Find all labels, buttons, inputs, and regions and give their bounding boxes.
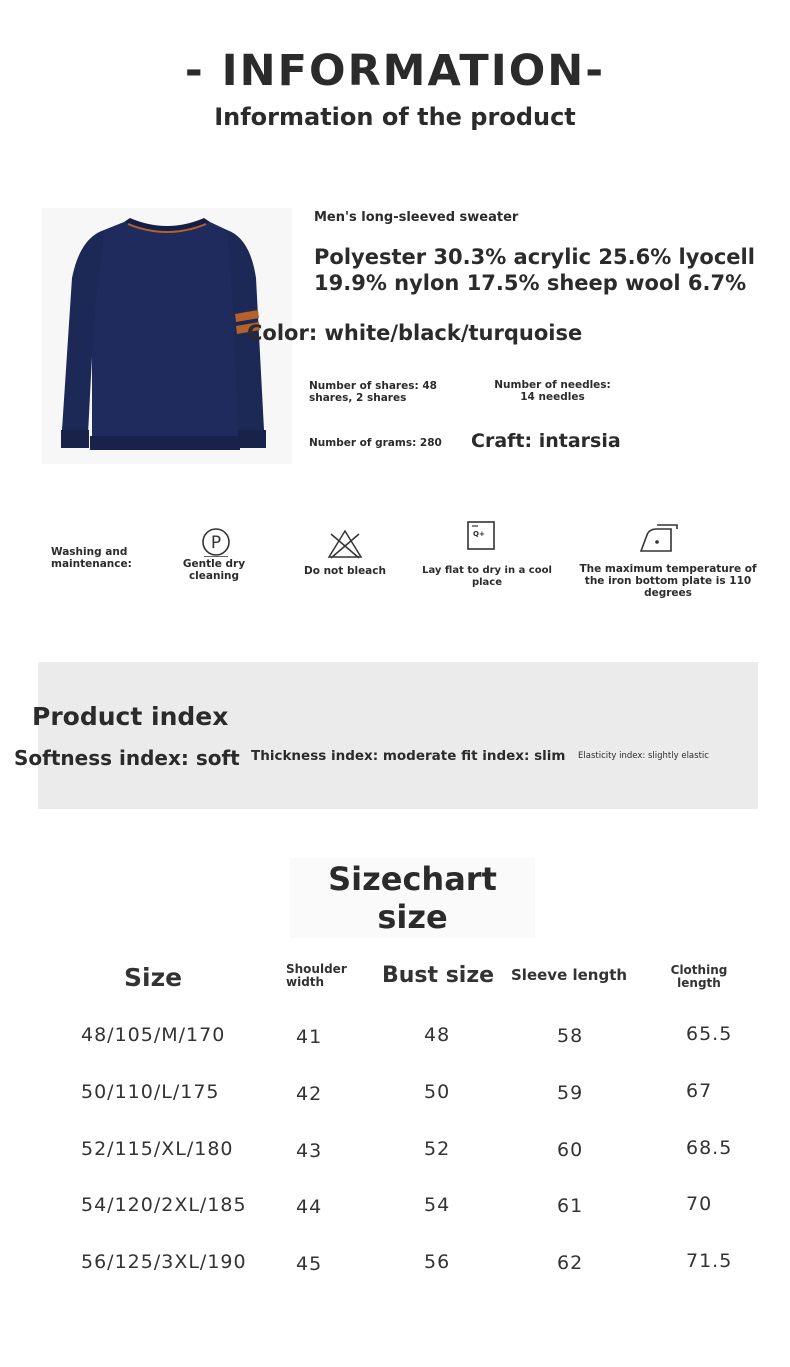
care-label: Washing and maintenance:: [51, 546, 132, 570]
page-title: - INFORMATION-: [184, 46, 606, 96]
cell-sleeve: 61: [557, 1195, 584, 1217]
product-index-panel: [38, 662, 758, 809]
material-line-2: 19.9% nylon 17.5% sheep wool 6.7%: [314, 271, 747, 295]
cell-sleeve: 60: [557, 1139, 584, 1161]
cell-shoulder: 42: [296, 1083, 323, 1105]
cell-size: 50/110/L/175: [81, 1081, 220, 1103]
needles-info: Number of needles: 14 needles: [494, 379, 611, 403]
cell-length: 71.5: [686, 1250, 733, 1272]
cell-bust: 50: [424, 1081, 451, 1103]
header-clothing-length: Clothing length: [670, 963, 728, 990]
cell-length: 70: [686, 1193, 713, 1215]
product-index-title: Product index: [32, 702, 229, 731]
cell-shoulder: 41: [296, 1026, 323, 1048]
cell-shoulder: 45: [296, 1253, 323, 1275]
header-shoulder-width: Shoulder width: [286, 962, 347, 989]
cell-bust: 52: [424, 1138, 451, 1160]
header-sleeve-length: Sleeve length: [511, 966, 628, 984]
cell-sleeve: 58: [557, 1025, 584, 1047]
material-line-1: Polyester 30.3% acrylic 25.6% lyocell: [314, 245, 755, 269]
do-not-bleach-icon: [325, 528, 365, 564]
cell-size: 56/125/3XL/190: [81, 1251, 247, 1273]
shares-info: Number of shares: 48 shares, 2 shares: [309, 380, 437, 404]
page-subtitle: Information of the product: [214, 103, 576, 131]
cell-size: 48/105/M/170: [81, 1024, 226, 1046]
elasticity-index: Elasticity index: slightly elastic: [578, 751, 709, 761]
iron-icon: [639, 523, 681, 557]
cell-bust: 56: [424, 1251, 451, 1273]
header-bust-size: Bust size: [382, 963, 495, 988]
cell-length: 65.5: [686, 1023, 733, 1045]
care-text-iron: The maximum temperature of the iron bottom plate is 110 degrees: [579, 563, 757, 599]
cell-shoulder: 44: [296, 1196, 323, 1218]
care-text-dry-flat: Lay flat to dry in a cool place: [422, 565, 552, 588]
cell-shoulder: 43: [296, 1140, 323, 1162]
color-info: Color: white/black/turquoise: [247, 321, 583, 345]
softness-index: Softness index: soft: [14, 746, 240, 770]
cell-sleeve: 59: [557, 1082, 584, 1104]
cell-size: 52/115/XL/180: [81, 1138, 234, 1160]
cell-bust: 48: [424, 1024, 451, 1046]
dry-flat-icon: [467, 521, 495, 549]
dry-clean-p-icon: [201, 527, 231, 561]
care-text-bleach: Do not bleach: [304, 565, 386, 577]
cell-size: 54/120/2XL/185: [81, 1194, 247, 1216]
care-text-dry-clean: Gentle dry cleaning: [182, 558, 246, 582]
sizechart-title: Sizechart size: [290, 858, 535, 938]
craft-info: Craft: intarsia: [471, 430, 621, 452]
cell-length: 68.5: [686, 1137, 733, 1159]
thickness-fit-index: Thickness index: moderate fit index: slim: [251, 748, 566, 764]
dry-flat-icon-text: Q+: [473, 530, 485, 538]
svg-text:P: P: [210, 533, 222, 553]
product-name: Men's long-sleeved sweater: [314, 210, 519, 225]
cell-bust: 54: [424, 1194, 451, 1216]
cell-sleeve: 62: [557, 1252, 584, 1274]
header-size: Size: [124, 963, 183, 992]
grams-info: Number of grams: 280: [309, 437, 442, 449]
cell-length: 67: [686, 1080, 713, 1102]
